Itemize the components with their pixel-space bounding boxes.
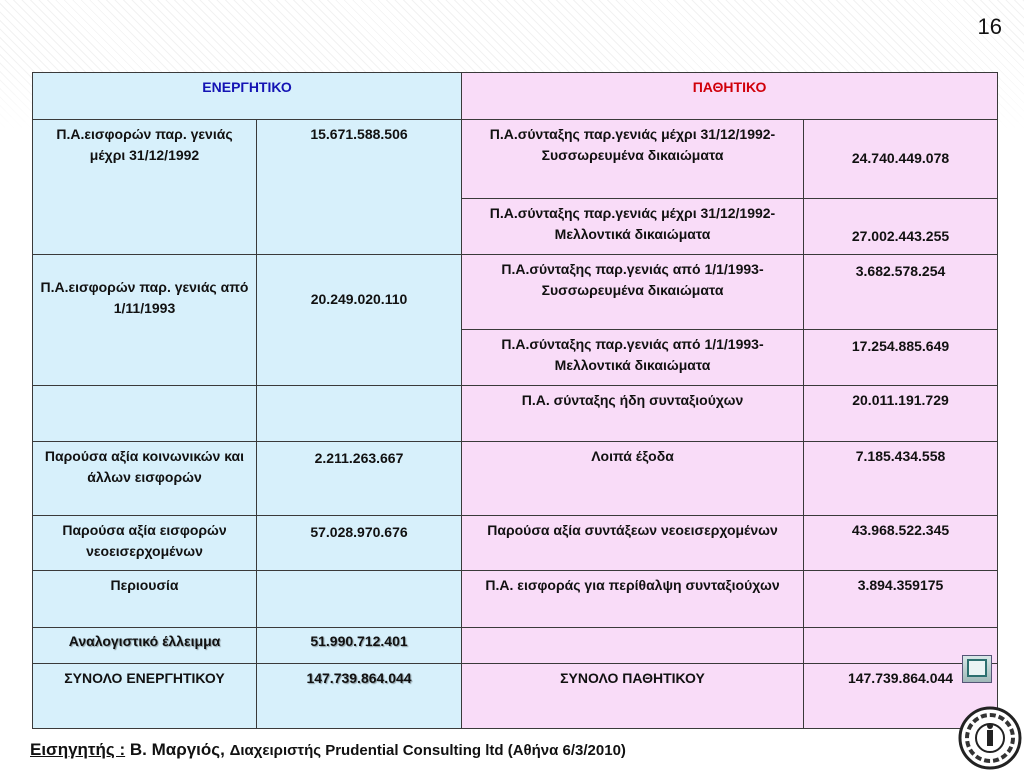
asset-label-cell: Π.Α.εισφορών παρ. γενιάς από 1/11/1993 [33, 255, 257, 386]
liability-label-cell: Π.Α.σύνταξης παρ.γενιάς από 1/1/1993- Συσσωρευμένα δικαιώματα [462, 255, 804, 330]
page-number: 16 [977, 14, 1002, 39]
footer-label: Εισηγητής : [30, 740, 126, 759]
liability-label-cell: Λοιπά έξοδα [462, 442, 804, 516]
table-row [33, 442, 998, 516]
table-row [33, 628, 998, 664]
header-row [33, 73, 998, 120]
asset-label-cell: Παρούσα αξία κοινωνικών και άλλων εισφορών [33, 442, 257, 516]
liability-value-cell: 27.002.443.255 [804, 199, 998, 255]
liability-label-cell: Π.Α.σύνταξης παρ.γενιάς μέχρι 31/12/1992- Συσσωρευμένα δικαιώματα [462, 120, 804, 199]
footer-name: Β. Μαργιός, [129, 740, 225, 759]
asset-value-cell: 20.249.020.110 [257, 255, 462, 386]
asset-value-cell: 15.671.588.506 [257, 120, 462, 255]
liability-label-cell: Π.Α. εισφοράς για περίθαλψη συνταξιούχων [462, 571, 804, 628]
table-row [33, 120, 998, 199]
table-row [33, 255, 998, 330]
asset-label-cell: Αναλογιστικό έλλειμμα [33, 628, 257, 664]
picture-frame-icon [967, 659, 987, 677]
table-row [33, 516, 998, 571]
asset-label-cell: Παρούσα αξία εισφορών νεοεισερχομένων [33, 516, 257, 571]
empty-cell [257, 386, 462, 442]
total-assets-label: ΣΥΝΟΛΟ ΕΝΕΡΓΗΤΙΚΟΥ [33, 664, 257, 729]
asset-label-cell: Π.Α.εισφορών παρ. γενιάς μέχρι 31/12/1992 [33, 120, 257, 255]
liability-value-cell: 20.011.191.729 [804, 386, 998, 442]
total-liabilities-value: 147.739.864.044 [804, 664, 998, 729]
liability-label-cell: Π.Α. σύνταξης ήδη συνταξιούχων [462, 386, 804, 442]
balance-sheet-table [32, 72, 998, 729]
liabilities-header: ΠΑΘΗΤΙΚΟ [462, 73, 998, 120]
asset-value-cell: 2.211.263.667 [257, 442, 462, 516]
asset-label-cell: Περιουσία [33, 571, 257, 628]
asset-value-cell: 57.028.970.676 [257, 516, 462, 571]
empty-cell [257, 571, 462, 628]
total-liabilities-label: ΣΥΝΟΛΟ ΠΑΘΗΤΙΚΟΥ [462, 664, 804, 729]
table-row [33, 386, 998, 442]
footer [30, 740, 626, 760]
empty-cell [462, 628, 804, 664]
totals-row [33, 664, 998, 729]
liability-value-cell: 3.682.578.254 [804, 255, 998, 330]
liability-label-cell: Π.Α.σύνταξης παρ.γενιάς από 1/1/1993- Μελλοντικά δικαιώματα [462, 330, 804, 386]
liability-value-cell: 3.894.359175 [804, 571, 998, 628]
liability-label-cell: Παρούσα αξία συντάξεων νεοεισερχομένων [462, 516, 804, 571]
asset-value-cell: 51.990.712.401 [257, 628, 462, 664]
liability-value-cell: 17.254.885.649 [804, 330, 998, 386]
slide-nav-icon[interactable] [962, 655, 992, 683]
footer-role: Διαχειριστής Prudential Consulting ltd (Αθήνα 6/3/2010) [229, 742, 626, 759]
liability-value-cell: 24.740.449.078 [804, 120, 998, 199]
assets-header: ΕΝΕΡΓΗΤΙΚΟ [33, 73, 462, 120]
liability-label-cell: Π.Α.σύνταξης παρ.γενιάς μέχρι 31/12/1992- Μελλοντικά δικαιώματα [462, 199, 804, 255]
emblem-logo-icon [958, 706, 1022, 770]
table-row [33, 571, 998, 628]
liability-value-cell: 7.185.434.558 [804, 442, 998, 516]
liability-value-cell: 43.968.522.345 [804, 516, 998, 571]
total-assets-value: 147.739.864.044 [257, 664, 462, 729]
empty-cell [33, 386, 257, 442]
